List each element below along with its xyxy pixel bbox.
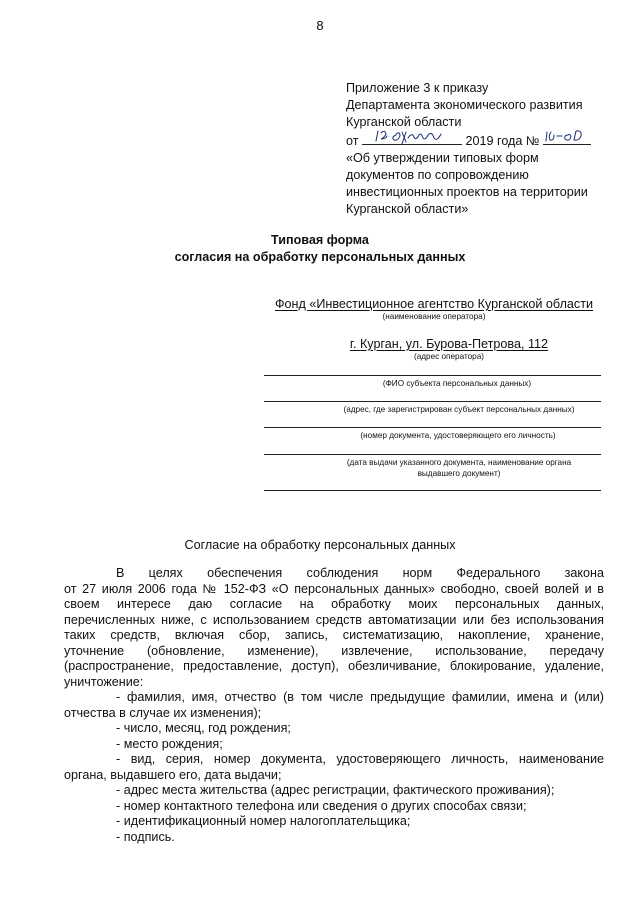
date-prefix: от <box>346 134 359 149</box>
appendix-line: «Об утверждении типовых форм <box>346 151 539 166</box>
operator-address: г. Курган, ул. Бурова-Петрова, 112 <box>349 337 549 351</box>
handwritten-date-drawing <box>362 126 462 146</box>
handwritten-number-drawing <box>543 126 591 146</box>
list-item: - подпись. <box>116 829 175 844</box>
appendix-line: документов по сопровождению <box>346 167 529 182</box>
fio-line <box>264 375 601 376</box>
list-item: - место рождения; <box>116 736 223 751</box>
handwritten-date <box>362 130 462 145</box>
operator-address-caption: (адрес оператора) <box>413 352 485 361</box>
list-item: - число, месяц, год рождения; <box>116 721 291 735</box>
consent-line: уничтожение: <box>64 674 144 689</box>
consent-line: таких средств, включая сбор, запись, систематизацию, накопление, хранение, <box>64 628 604 642</box>
list-item: - адрес места жительства (адрес регистрации, фактического проживания); <box>116 783 555 797</box>
operator-name-caption: (наименование оператора) <box>382 312 486 321</box>
date-middle: 2019 года № <box>465 134 540 149</box>
consent-line: В целях обеспечения соблюдения норм Федерального закона <box>116 566 604 580</box>
appendix-line: Приложение 3 к приказу <box>346 81 489 95</box>
reg-address-line <box>264 401 601 402</box>
list-item: - номер контактного телефона или сведения о других способах связи; <box>116 798 527 813</box>
appendix-line: Департамента экономического развития <box>346 97 583 112</box>
fio-caption: (ФИО субъекта персональных данных) <box>382 379 532 388</box>
consent-line: от 27 июля 2006 года № 152-ФЗ «О персональных данных» свободно, своей волей и в <box>64 581 604 596</box>
form-title-line: согласия на обработку персональных данных <box>174 250 466 264</box>
handwritten-number <box>543 130 591 145</box>
personal-data-list <box>64 690 604 845</box>
issue-line <box>264 454 601 455</box>
consent-line: перечисленных ниже, с использованием средств автоматизации или без использования <box>64 612 604 627</box>
consent-line: своем интересе даю согласие на обработку моих персональных данных, <box>64 597 604 611</box>
list-item: отчества в случае их изменения); <box>64 705 262 720</box>
consent-paragraph <box>64 566 604 690</box>
list-item: органа, выдавшего его, дата выдачи; <box>64 767 282 782</box>
issue-caption-line: (дата выдачи указанного документа, наименование органа <box>346 458 572 467</box>
appendix-date-line <box>346 130 626 150</box>
list-item: - вид, серия, номер документа, удостоверяющего личность, наименование <box>116 752 604 766</box>
appendix-header <box>346 80 626 217</box>
appendix-line: инвестиционных проектов на территории <box>346 184 588 199</box>
appendix-line: Курганской области» <box>346 201 469 216</box>
form-title <box>0 232 640 266</box>
issue-caption-line: выдавшего документ) <box>417 469 501 478</box>
list-item: - идентификационный номер налогоплательщика; <box>116 814 411 828</box>
operator-address-block <box>264 337 604 362</box>
signature-blank-line <box>264 490 601 491</box>
page-number: 8 <box>316 18 324 33</box>
issue-caption <box>300 457 618 479</box>
consent-title: Согласие на обработку персональных данных <box>184 538 456 552</box>
operator-name: Фонд «Инвестиционное агентство Курганской области <box>274 297 594 311</box>
operator-name-block <box>264 297 604 322</box>
reg-address-caption: (адрес, где зарегистрирован субъект персональных данных) <box>343 405 575 414</box>
appendix-line: Курганской области <box>346 114 462 129</box>
doc-number-caption: (номер документа, удостоверяющего его личность) <box>360 431 556 440</box>
list-item: - фамилия, имя, отчество (в том числе предыдущие фамилии, имена и (или) <box>116 690 604 704</box>
consent-line: (распространение, предоставление, доступ), обезличивание, блокирование, удаление, <box>64 659 604 673</box>
consent-line: уточнение (обновление, изменение), извлечение, использование, передачу <box>64 643 604 658</box>
doc-number-line <box>264 427 601 428</box>
form-title-line: Типовая форма <box>271 233 369 247</box>
